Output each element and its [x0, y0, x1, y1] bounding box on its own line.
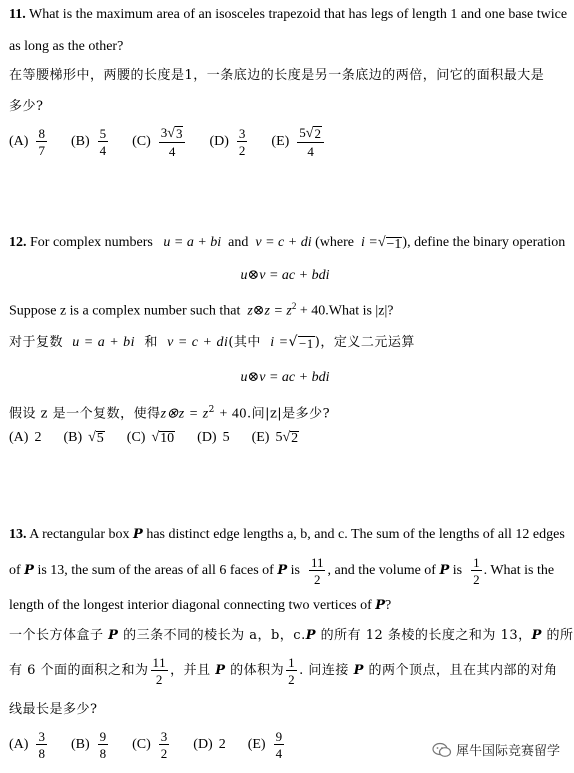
q11-cn-line1: 在等腰梯形中，两腰的长度是1，一条底边的长度是另一条底边的两倍，问它的面积最大是: [9, 68, 545, 83]
fraction: $\frac{11}{2}$: [310, 555, 324, 587]
q12-choice-b[interactable]: (B) √ 5: [63, 430, 104, 446]
fraction: $\frac{9}{4}$: [275, 729, 283, 761]
q11-en-line1: 11. What is the maximum area of an isosceles trapezoid that has legs of length 1 and one base twice: [9, 7, 568, 22]
sqrt: √ −1: [377, 235, 402, 252]
q12-choices: [9, 430, 321, 446]
q13-cn-line1: 一个长方体盒子 P 的三条不同的棱长为 a，b，c.P 的所有 12 条棱的长度之和为 13，P 的所: [9, 628, 574, 643]
q12-cn-line1: 对于复数 u = a + bi 和 v = c + di(其中 i = √ −1 )，定义二元运算: [9, 334, 415, 351]
fraction: $\frac{3}{2}$: [238, 126, 246, 158]
q11-en-line2: as long as the other?: [9, 39, 124, 54]
q11-choice-e[interactable]: (E) 5 √ 2 4: [271, 126, 326, 158]
q11-number: 11.: [9, 7, 26, 22]
q13-choice-e[interactable]: (E) $\frac{9}{4}$: [247, 729, 283, 761]
fraction: $\frac{1}{2}$: [473, 555, 480, 587]
q11-choice-c[interactable]: (C) 3 √ 3 4: [132, 126, 187, 158]
q13-cn-line3: 线最长是多少?: [9, 702, 98, 717]
q13-choice-d[interactable]: (D) 2: [193, 737, 226, 752]
q12-choice-d[interactable]: (D) 5: [197, 430, 230, 445]
fraction: $\frac{3}{8}$: [38, 729, 45, 761]
q13-choice-b[interactable]: (B) $\frac{9}{8}$: [70, 729, 107, 761]
q11-choice-b[interactable]: (B) $\frac{5}{4}$: [70, 126, 107, 158]
q12-cn-operation: u⊗v = ac + bdi: [240, 370, 330, 385]
q13-en-line2: of P is 13, the sum of the areas of all 6 faces of P is $\frac{11}{2}$ , and the volume of P is $\frac{1}{2}$ . What is the: [9, 555, 555, 587]
q13-choice-c[interactable]: (C) $\frac{3}{2}$: [132, 729, 168, 761]
fraction: $\frac{3}{2}$: [160, 729, 168, 761]
q11-choice-d[interactable]: (D) $\frac{3}{2}$: [209, 126, 246, 158]
fraction: $\frac{8}{7}$: [38, 126, 45, 158]
q12-suppose: Suppose z is a complex number such that z⊗z = $z^2$ + 40.What is |z|?: [9, 301, 394, 319]
watermark-text: 犀牛国际竞赛留学: [455, 744, 560, 759]
sqrt: √ 3: [167, 126, 183, 141]
fraction: $\frac{11}{2}$: [152, 655, 167, 687]
sqrt: √ −1: [288, 334, 314, 351]
sqrt: √ 10: [151, 430, 175, 446]
fraction: $\frac{9}{8}$: [99, 729, 107, 761]
q13-choice-a[interactable]: (A) $\frac{3}{8}$: [9, 729, 45, 761]
q13-en-line3: length of the longest interior diagonal connecting two vertices of P?: [9, 598, 392, 613]
q12-choice-e[interactable]: (E) 5 √ 2: [251, 430, 299, 446]
q12-choice-a[interactable]: (A) 2: [9, 430, 42, 445]
sqrt: √ 5: [88, 430, 104, 446]
sqrt: √ 2: [282, 430, 299, 446]
wechat-icon: [432, 742, 452, 758]
fraction: $\frac{1}{2}$: [288, 655, 296, 687]
fraction: $\frac{5}{4}$: [99, 126, 107, 158]
q11-choice-a[interactable]: (A) $\frac{8}{7}$: [9, 126, 45, 158]
q13-choices: [9, 730, 308, 760]
sqrt: √ 2: [305, 126, 321, 141]
q12-cn-suppose: 假设 z 是一个复数，使得z⊗z = $z^2 + 40$.问|z|是多少?: [9, 405, 331, 422]
q12-operation: u⊗v = ac + bdi: [240, 268, 330, 283]
q11-choices: [9, 126, 348, 158]
q11-cn-line2: 多少?: [9, 99, 44, 114]
q13-en-line1: 13. A rectangular box P has distinct edge lengths a, b, and c. The sum of the lengths of all 12 edges: [9, 527, 565, 542]
q12-en-line1: 12. For complex numbers u = a + bi and v = c + di (where i = √ −1 ), define the binary operation: [9, 235, 566, 252]
fraction: 5 √ 2 4: [297, 126, 324, 158]
q13-cn-line2: 有 6 个面的面积之和为 $\frac{11}{2}$ ，并且 P 的体积为 $\frac{1}{2}$ . 问连接 P 的两个顶点，且在其内部的对角: [9, 655, 558, 687]
fraction: 3 √ 3 4: [159, 126, 186, 158]
watermark: [432, 740, 560, 759]
q12-choice-c[interactable]: (C) √ 10: [126, 430, 175, 446]
